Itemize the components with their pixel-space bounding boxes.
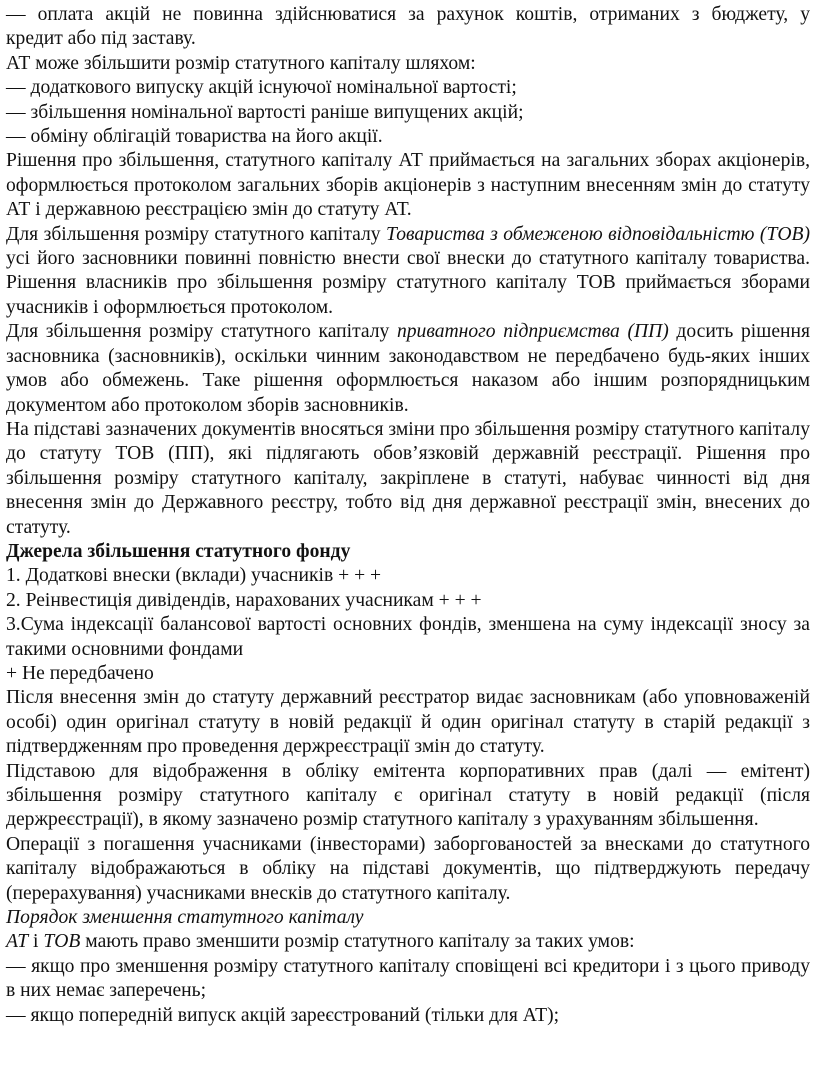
paragraph — [6, 223, 810, 321]
list-item: — якщо про зменшення розміру статутного капіталу сповіщені всі кредитори і з цього приводу в них немає заперечень; — [6, 955, 810, 1002]
list-item: — обміну облігацій товариства на його акції. — [6, 126, 383, 148]
paragraph-line: кредит або під заставу. — [6, 28, 196, 50]
list-item: — якщо попередній випуск акцій зареєстрований (тільки для АТ); — [6, 1004, 560, 1026]
paragraph: Підставою для відображення в обліку емітента корпоративних прав (далі — емітент) збільшення розміру статутного капіталу є оригінал статуту в новій редакції (після держреєстрації), в якому зазначено розмір статутного капіталу з урахуванням збільшення. — [6, 760, 810, 831]
paragraph-text: Для збільшення розміру статутного капіталу — [6, 321, 397, 343]
section-heading: Порядок зменшення статутного капіталу — [6, 907, 364, 929]
list-item: 1. Додаткові внески (вклади) учасників + + + — [6, 565, 382, 587]
list-item: — збільшення номінальної вартості раніше випущених акцій; — [6, 101, 524, 123]
paragraph: Рішення про збільшення, статутного капіталу АТ приймається на загальних зборах акціонерів, оформлюється протоколом загальних зборів акціонерів з наступним внесенням змін до статуту АТ і державною реєстрацією змін до статуту АТ. — [6, 150, 810, 221]
paragraph: Після внесення змін до статуту державний реєстратор видає засновникам (або уповноваженій особі) один оригінал статуту в новій редакції й один оригінал статуту в старій редакції з підтвердженням про проведення держреєстрації змін до статуту. — [6, 687, 810, 758]
paragraph — [6, 930, 810, 954]
paragraph-line: — оплата акцій не повинна здійснюватися за рахунок коштів, отриманих з бюджету, у — [6, 4, 810, 25]
italic-term: АТ — [6, 931, 29, 953]
document-page — [6, 3, 810, 1028]
paragraph-text: мають право зменшити розмір статутного капіталу за таких умов: — [80, 931, 635, 953]
paragraph: На підставі зазначених документів вносяться зміни про збільшення розміру статутного капіталу до статуту ТОВ (ПП), які підлягають обов’язковій державній реєстрації. Рішення про збільшення розміру статутного капіталу, закріплене в статуті, набуває чинності від дня внесення змін до Державного реєстру, тобто від дня державної реєстрації змін, внесених до статуту. — [6, 418, 810, 538]
paragraph — [6, 320, 810, 418]
paragraph-text: досить рішення засновника (засновників), оскільки чинним законодавством не передбачено будь-яких інших умов або обмежень. Таке рішення оформлюється наказом або іншим розпорядницьким документом або протоколом зборів засновників. — [6, 321, 810, 416]
italic-term: Товариства з обмеженою відповідальністю (ТОВ) — [386, 223, 810, 245]
list-item: — додаткового випуску акцій існуючої номінальної вартості; — [6, 77, 517, 99]
paragraph: Операції з погашення учасниками (інвесторами) заборгованостей за внесками до статутного капіталу відображаються в обліку на підставі документів, що підтверджують передачу (перерахування) учасниками внесків до статутного капіталу. — [6, 833, 810, 904]
paragraph-text: і — [28, 931, 44, 953]
italic-term: приватного підприємства (ПП) — [396, 321, 669, 343]
list-item: + Не передбачено — [6, 662, 154, 684]
italic-term: ТОВ — [43, 931, 81, 953]
paragraph-text: Для збільшення розміру статутного капіталу — [6, 223, 387, 245]
list-item: 2. Реінвестиція дивідендів, нарахованих учасникам + + + — [6, 589, 482, 611]
paragraph-text: усі його засновники повинні повністю внести свої внески до статутного капіталу товариства. Рішення власників про збільшення розміру статутного капіталу ТОВ приймається зборами учасників і оформлюється протоколом. — [6, 248, 810, 318]
section-heading: Джерела збільшення статутного фонду — [6, 540, 351, 562]
paragraph: АТ може збільшити розмір статутного капіталу шляхом: — [6, 52, 476, 74]
list-item: 3.Сума індексації балансової вартості основних фондів, зменшена на суму індексації зносу за такими основними фондами — [6, 614, 810, 660]
